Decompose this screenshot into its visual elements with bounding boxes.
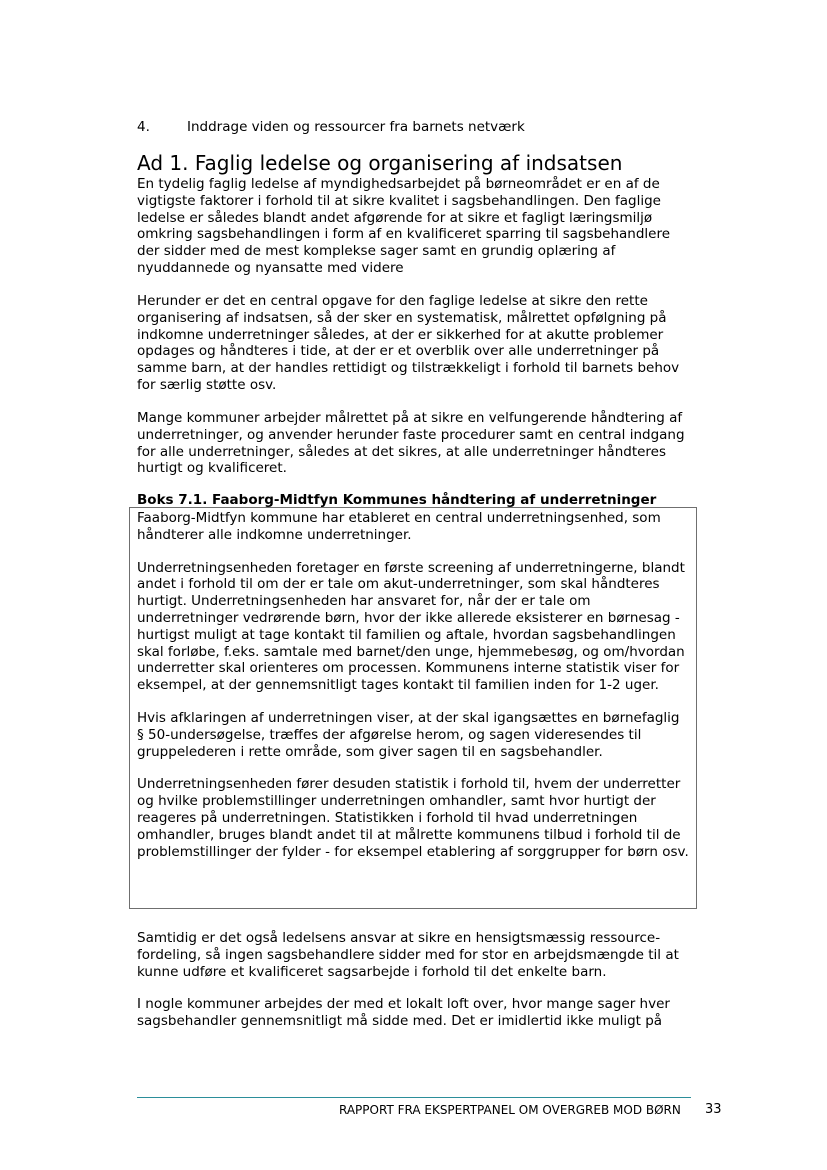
list-item-text: Inddrage viden og ressourcer fra barnets netværk (187, 119, 525, 135)
page-number: 33 (705, 1102, 722, 1117)
numbered-list-item (137, 119, 525, 136)
box-paragraph: Underretningsenheden fører desuden statistik i forhold til, hvem der underretter og hvilke problemstillinger underretningen omhandler, samt hvor hurtigt der reageres på underretningen. Statistikken i forhold til hvad underretningen omhandler, bruges blandt andet til at målrette kommunens tilbud i forhold til de problemstillinger der fylder - for eksempel etablering af sorggrupper for børn osv. (137, 776, 689, 860)
paragraph: I nogle kommuner arbejdes der med et lokalt loft over, hvor mange sager hver sagsbehandler gennemsnitligt må sidde med. Det er imidlertid ikke muligt på (137, 996, 670, 1029)
footer-title: RAPPORT FRA EKSPERTPANEL OM OVERGREB MOD BØRN (339, 1103, 681, 1117)
list-item-number: 4. (137, 119, 150, 135)
section-heading: Ad 1. Faglig ledelse og organisering af indsatsen (137, 151, 623, 175)
box-paragraph: Hvis afklaringen af underretningen viser, at der skal igangsættes en børnefaglig § 50-undersøgelse, træffes der afgørelse herom, og sagen videresendes til gruppelederen i rette område, som giver sagen til en sagsbehandler. (137, 709, 680, 760)
box-paragraph: Underretningsenheden foretager en første screening af underretningerne, blandt andet i forhold til om der er tale om akut-underretninger, som skal håndteres hurtigt. Underretningsenheden har ansvaret for, når der er tale om underretninger vedrørende børn, hvor der ikke allerede eksisterer en børnesag - hurtigst muligt at tage kontakt til familien og aftale, hvordan sagsbehandlingen skal forløbe, f.eks. samtale med barnet/den unge, hjemmebesøg, og om/hvordan underretter skal orienteres om processen. Kommunens interne statistik viser for eksempel, at der gennemsnitligt tages kontakt til familien inden for 1-2 uger. (137, 559, 685, 694)
box-paragraph: Faaborg-Midtfyn kommune har etableret en central underretningsenhed, som håndterer alle indkomne underretninger. (137, 510, 661, 543)
paragraph: En tydelig faglig ledelse af myndighedsarbejdet på børneområdet er en af de vigtigste faktorer i forhold til at sikre kvalitet i sagsbehandlingen. Den faglige ledelse er således blandt andet afgørende for at sikre et fagligt læringsmiljø omkring sagsbehandlingen i form af en kvalificeret sparring til sagsbehandlere der sidder med de mest komplekse sager samt en grundig oplæring af nyuddannede og nyansatte med videre (137, 176, 671, 276)
paragraph: Herunder er det en central opgave for den faglige ledelse at sikre den rette organisering af indsatsen, så der sker en systematisk, målrettet opfølgning på indkomne underretninger således, at der er sikkerhed for at akutte problemer opdages og håndteres i tide, at der er et overblik over alle underretninger på samme barn, at der handles rettidigt og tilstrækkeligt i forhold til barnets behov for særlig støtte osv. (137, 293, 680, 393)
paragraph: Samtidig er det også ledelsens ansvar at sikre en hensigtsmæssig ressource-fordeling, så ingen sagsbehandlere sidder med for stor en arbejdsmængde til at kunne udføre et kvalificeret sagsarbejde i forhold til det enkelte barn. (137, 930, 679, 980)
footer-divider (137, 1097, 691, 1098)
case-box (129, 507, 697, 909)
box-title: Boks 7.1. Faaborg-Midtfyn Kommunes håndtering af underretninger (137, 492, 657, 508)
paragraph: Mange kommuner arbejder målrettet på at sikre en velfungerende håndtering af underretninger, og anvender herunder faste procedurer samt en central indgang for alle underretninger, således at det sikres, at alle underretninger håndteres hurtigt og kvalificeret. (137, 410, 685, 477)
